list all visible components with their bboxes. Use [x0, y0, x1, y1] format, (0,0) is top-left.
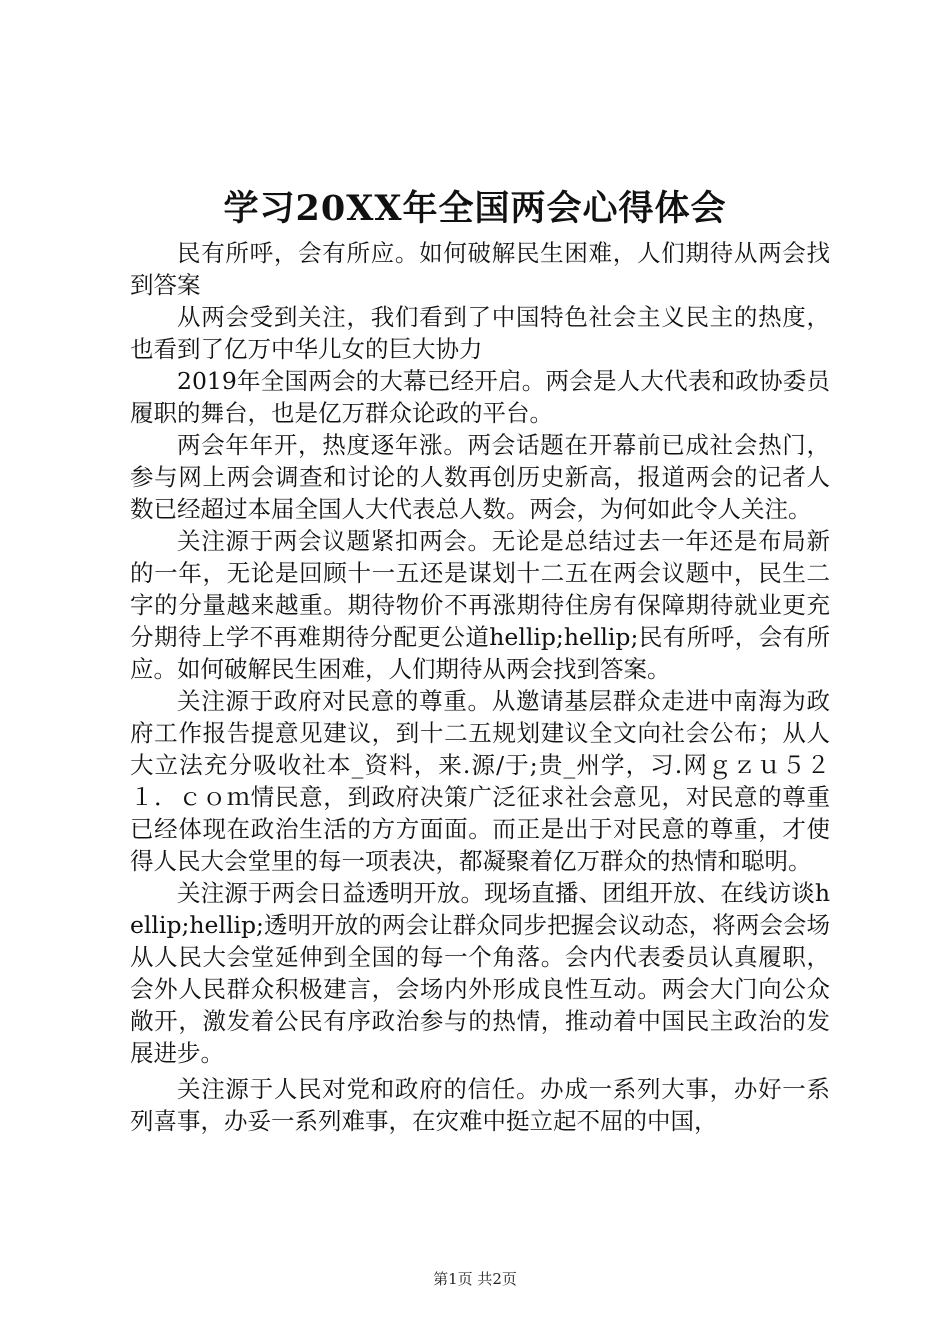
paragraph: 关注源于两会议题紧扣两会。无论是总结过去一年还是布局新的一年，无论是回顾十一五还是谋划十二五在两会议题中，民生二字的分量越来越重。期待物价不再涨期待住房有保障期待就业更充分期待上学不再难期待分配更公道hellip;hellip;民有所呼，会有所应。如何破解民生困难，人们期待从两会找到答案。 [130, 527, 830, 683]
document-title: 学习20XX年全国两会心得体会 [223, 188, 727, 229]
document-body [130, 237, 830, 1137]
paragraph: 2019年全国两会的大幕已经开启。两会是人大代表和政协委员履职的舞台，也是亿万群众论政的平台。 [130, 367, 830, 427]
paragraph: 关注源于政府对民意的尊重。从邀请基层群众走进中南海为政府工作报告提意见建议，到十二五规划建议全文向社会公布；从人大立法充分吸收社本_资料，来.源/于;贵_州学，习.网ｇｚｕ５２１．ｃｏｍ情民意，到政府决策广泛征求社会意见，对民意的尊重已经体现在政治生活的方方面面。而正是出于对民意的尊重，才使得人民大会堂里的每一项表决，都凝聚着亿万群众的热情和聪明。 [130, 687, 830, 875]
paragraph: 从两会受到关注，我们看到了中国特色社会主义民主的热度，也看到了亿万中华儿女的巨大协力 [130, 303, 830, 363]
paragraph: 两会年年开，热度逐年涨。两会话题在开幕前已成社会热门，参与网上两会调查和讨论的人数再创历史新高，报道两会的记者人数已经超过本届全国人大代表总人数。两会，为何如此令人关注。 [130, 431, 830, 523]
paragraph: 民有所呼，会有所应。如何破解民生困难，人们期待从两会找到答案 [130, 239, 830, 299]
paragraph: 关注源于人民对党和政府的信任。办成一系列大事，办好一系列喜事，办妥一系列难事，在灾难中挺立起不屈的中国， [130, 1075, 830, 1135]
page-number-footer: 第1页 共2页 [433, 1270, 517, 1288]
paragraph: 关注源于两会日益透明开放。现场直播、团组开放、在线访谈hellip;hellip;透明开放的两会让群众同步把握会议动态，将两会会场从人民大会堂延伸到全国的每一个角落。会内代表委员认真履职，会外人民群众积极建言，会场内外形成良性互动。两会大门向公众敞开，激发着公民有序政治参与的热情，推动着中国民主政治的发展进步。 [130, 879, 830, 1067]
